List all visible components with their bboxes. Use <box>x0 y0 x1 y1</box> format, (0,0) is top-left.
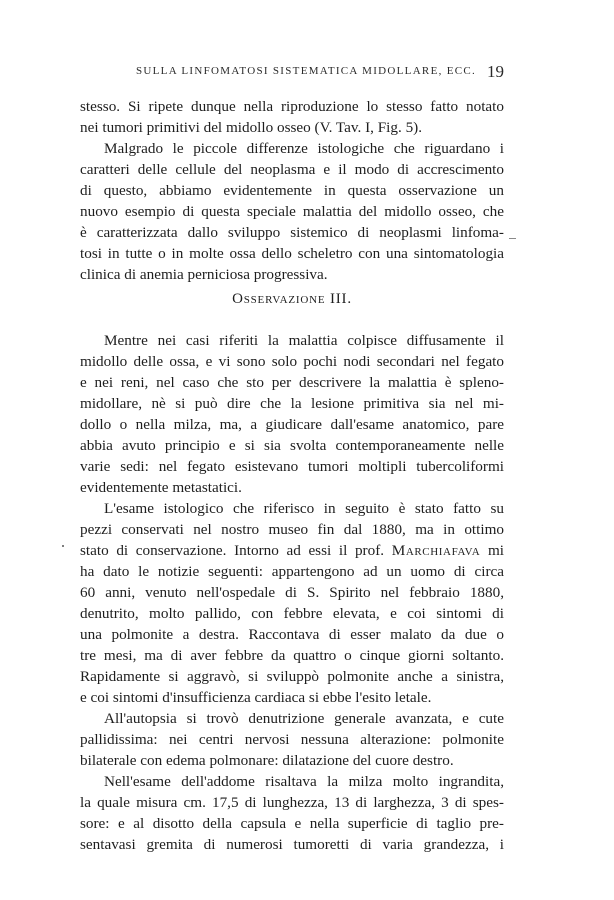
text-line: e coi sintomi d'insufficienza cardiaca si ebbe l'esito letale. <box>80 689 432 706</box>
paragraph <box>80 96 504 138</box>
text-line: dollo o nella milza, ma, a giudicare dall'esame anatomico, pare <box>80 416 504 433</box>
text-segment: stato di conservazione. Intorno ad essi il prof. <box>80 542 392 559</box>
text-line: caratteri delle cellule del neoplasma e il modo di accrescimento <box>80 161 504 178</box>
text-line: Malgrado le piccole differenze istologiche che riguardano i <box>104 140 504 157</box>
author-name: Marchiafava <box>391 542 481 559</box>
page-number: 19 <box>487 62 504 81</box>
text-line: bilaterale con edema polmonare: dilatazione del cuore destro. <box>80 752 454 769</box>
text-line: evidentemente metastatici. <box>80 479 242 496</box>
text-line: una polmonite a destra. Raccontava di esser malato da due o <box>80 626 504 643</box>
body-text-top <box>80 96 504 285</box>
text-line: la quale misura cm. 17,5 di lunghezza, 13 di larghezza, 3 di spes- <box>80 794 504 811</box>
text-line: di questo, abbiamo evidentemente in questa osservazione un <box>80 182 504 199</box>
text-line: sore: e al disotto della capsula e nella superficie di taglio pre- <box>80 815 504 832</box>
body-text-bottom <box>80 330 504 855</box>
text-line: Nell'esame dell'addome risaltava la milza molto ingrandita, <box>104 773 504 790</box>
paragraph <box>80 771 504 855</box>
margin-mark <box>509 238 516 239</box>
text-line: denutrito, molto pallido, con febbre elevata, e coi sintomi di <box>80 605 504 622</box>
text-line <box>80 540 504 561</box>
text-line: pallidissima: nei centri nervosi nessuna alterazione: polmonite <box>80 731 504 748</box>
text-line: abbia avuto principio e si sia svolta contemporaneamente nelle <box>80 437 504 454</box>
text-line: e nei reni, nel caso che sto per descrivere la malattia è spleno- <box>80 374 504 391</box>
text-segment: mi <box>480 542 504 559</box>
text-line: L'esame istologico che riferisco in seguito è stato fatto su <box>104 500 504 517</box>
running-title: SULLA LINFOMATOSI SISTEMATICA MIDOLLARE, ECC. <box>136 65 477 77</box>
text-line: midollare, nè si può dire che la lesione primitiva sia nel mi- <box>80 395 504 412</box>
paragraph <box>80 498 504 708</box>
text-line: Rapidamente si aggravò, si sviluppò polmonite anche a sinistra, <box>80 668 504 685</box>
text-line: nei tumori primitivi del midollo osseo (V. Tav. I, Fig. 5). <box>80 119 423 136</box>
text-line: clinica di anemia perniciosa progressiva. <box>80 266 328 283</box>
text-line: 60 anni, venuto nell'ospedale di S. Spirito nel febbraio 1880, <box>80 584 504 601</box>
paragraph <box>80 708 504 771</box>
paragraph <box>80 138 504 285</box>
text-line: varie sedi: nel fegato esistevano tumori moltipli tubercoliformi <box>80 458 504 475</box>
paragraph <box>80 330 504 498</box>
text-line: Mentre nei casi riferiti la malattia colpisce diffusamente il <box>104 332 504 349</box>
text-line: All'autopsia si trovò denutrizione generale avanzata, e cute <box>104 710 504 727</box>
text-line: tosi in tutte o in molte ossa dello scheletro con una sintomatologia <box>80 245 504 262</box>
text-line: sentavasi gremita di numerosi tumoretti di varia grandezza, i <box>80 836 504 853</box>
text-line: tre mesi, ma di aver febbre da quattro o cinque giorni soltanto. <box>80 647 504 664</box>
text-line: stesso. Si ripete dunque nella riproduzione lo stesso fatto notato <box>80 98 504 115</box>
text-line: pezzi conservati nel nostro museo fin dal 1880, ma in ottimo <box>80 521 504 538</box>
text-line: ha dato le notizie seguenti: appartengono ad un uomo di circa <box>80 563 504 580</box>
section-heading: Osservazione III. <box>232 291 352 307</box>
text-line: midollo delle ossa, e vi sono solo pochi nodi secondari nel fegato <box>80 353 504 370</box>
text-line: è caratterizzata dallo sviluppo sistemico di neoplasmi linfoma- <box>80 224 504 241</box>
text-line: nuovo esempio di questa speciale malattia del midollo osseo, che <box>80 203 504 220</box>
running-head <box>80 62 504 82</box>
margin-mark <box>62 545 64 547</box>
